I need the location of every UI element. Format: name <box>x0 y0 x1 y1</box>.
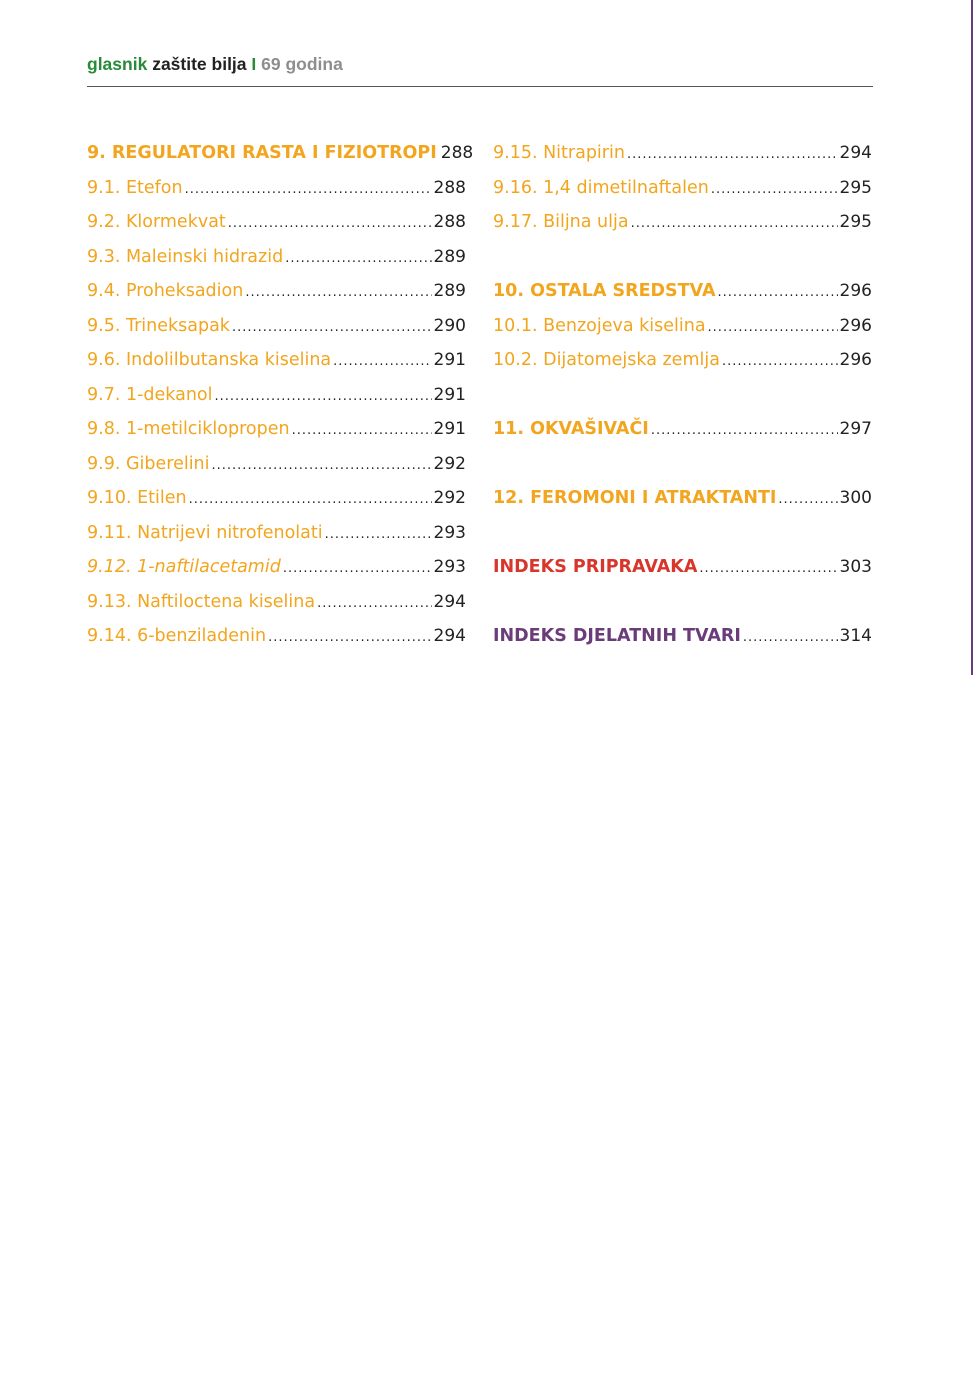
toc-entry[interactable] <box>493 173 872 208</box>
toc-entry[interactable] <box>87 483 466 518</box>
toc-spacer <box>493 380 872 415</box>
header-brand-glasnik: glasnik <box>87 54 148 74</box>
toc-entry-page: 288 <box>433 212 466 232</box>
toc-entry-label: 9.16. 1,4 dimetilnaftalen <box>493 177 709 198</box>
leader-dots <box>228 209 432 239</box>
toc-entry-label: 9.8. 1-metilciklopropen <box>87 419 290 439</box>
toc-entry-page: 314 <box>839 626 872 646</box>
toc-entry[interactable] <box>87 552 466 587</box>
toc-entry-label: 12. FEROMONI I ATRAKTANTI <box>493 488 777 508</box>
leader-dots <box>627 140 838 170</box>
toc-entry-label: 9.4. Proheksadion <box>87 281 244 301</box>
toc-entry-label: 9.2. Klormekvat <box>87 212 226 232</box>
toc-entry-label: 9.10. Etilen <box>87 488 187 508</box>
leader-dots <box>292 416 432 446</box>
page-edge-marker <box>971 0 973 675</box>
toc-entry-label: INDEKS PRIPRAVAKA <box>493 557 698 577</box>
toc-entry[interactable] <box>493 138 872 173</box>
leader-dots <box>215 382 432 412</box>
toc-entry[interactable] <box>493 311 872 346</box>
leader-dots <box>778 485 837 515</box>
toc-entry[interactable] <box>493 345 872 380</box>
toc-entry[interactable] <box>493 621 872 656</box>
toc-entry[interactable] <box>87 276 466 311</box>
toc-entry-page: 292 <box>433 453 466 474</box>
toc-entry-label: INDEKS DJELATNIH TVARI <box>493 626 741 646</box>
toc-entry-page: 291 <box>433 350 466 370</box>
toc-entry-label: 9.5. Trineksapak <box>87 315 230 336</box>
header-separator: I <box>251 54 257 74</box>
toc-entry[interactable] <box>87 173 466 208</box>
toc-entry[interactable] <box>87 587 466 622</box>
toc-entry-page: 293 <box>433 522 466 543</box>
toc-entry-page: 290 <box>433 315 466 336</box>
toc-entry-label: 9.11. Natrijevi nitrofenolati <box>87 522 323 543</box>
toc-spacer <box>493 242 872 277</box>
leader-dots <box>708 313 838 343</box>
toc-entry-label: 10. OSTALA SREDSTVA <box>493 281 716 301</box>
toc-entry[interactable] <box>87 380 466 415</box>
leader-dots <box>232 313 432 343</box>
leader-dots <box>333 347 431 377</box>
leader-dots <box>212 451 432 481</box>
toc-entry-label: 9.17. Biljna ulja <box>493 212 629 232</box>
leader-dots <box>245 278 431 308</box>
toc-entry-page: 296 <box>839 315 872 336</box>
toc-spacer <box>493 587 872 622</box>
toc-spacer <box>493 449 872 484</box>
toc-column-left <box>87 138 474 656</box>
toc-entry-page: 294 <box>433 626 466 646</box>
toc-column-right <box>493 138 872 656</box>
toc-entry-page: 293 <box>433 557 466 577</box>
toc-entry-label: 9.12. 1-naftilacetamid <box>87 557 281 577</box>
toc-entry[interactable] <box>493 276 872 311</box>
leader-dots <box>711 175 838 205</box>
toc-entry-page: 292 <box>433 488 466 508</box>
toc-entry[interactable] <box>87 345 466 380</box>
leader-dots <box>743 623 838 653</box>
toc-entry-page: 303 <box>839 557 872 577</box>
toc-entry[interactable] <box>87 414 466 449</box>
toc-entry-page: 295 <box>839 177 872 198</box>
toc-entry-page: 289 <box>433 246 466 267</box>
toc-entry[interactable] <box>493 552 872 587</box>
toc-entry-label: 9. REGULATORI RASTA I FIZIOTROPI <box>87 143 437 163</box>
leader-dots <box>699 554 837 584</box>
toc-entry-label: 9.13. Naftiloctena kiselina <box>87 591 316 612</box>
leader-dots <box>631 209 838 239</box>
toc-entry-page: 296 <box>839 350 872 370</box>
toc-entry[interactable] <box>493 414 872 449</box>
leader-dots <box>717 278 837 308</box>
toc-entry-page: 296 <box>839 281 872 301</box>
leader-dots <box>283 554 432 584</box>
toc-entry-label: 9.1. Etefon <box>87 177 183 198</box>
leader-dots <box>651 416 838 446</box>
toc-entry-page: 295 <box>839 212 872 232</box>
toc-entry[interactable] <box>87 449 466 484</box>
toc-entry-label: 9.14. 6-benziladenin <box>87 626 267 646</box>
leader-dots <box>185 175 432 205</box>
toc-entry[interactable] <box>87 518 466 553</box>
toc-entry[interactable] <box>87 242 466 277</box>
toc-entry-page: 288 <box>433 177 466 198</box>
toc-entry-page: 294 <box>433 591 466 612</box>
leader-dots <box>285 244 431 274</box>
toc-entry-label: 10.1. Benzojeva kiselina <box>493 315 706 336</box>
toc-entry-label: 9.7. 1-dekanol <box>87 384 213 405</box>
leader-dots <box>722 347 838 377</box>
toc-entry-page: 289 <box>433 281 466 301</box>
toc-entry[interactable] <box>493 483 872 518</box>
header-years: 69 godina <box>261 54 343 74</box>
leader-dots <box>317 589 431 619</box>
toc-entry[interactable] <box>87 621 466 656</box>
leader-dots <box>325 520 432 550</box>
running-header <box>87 52 873 76</box>
toc-entry-label: 9.15. Nitrapirin <box>493 143 625 163</box>
leader-dots <box>268 623 431 653</box>
toc-entry-page: 288 <box>440 143 474 163</box>
toc-entry-page: 291 <box>433 384 466 405</box>
toc-entry-page: 297 <box>839 419 872 439</box>
toc-entry-label: 9.9. Giberelini <box>87 453 210 474</box>
toc-entry[interactable] <box>87 311 466 346</box>
leader-dots <box>189 485 432 515</box>
toc-entry-page: 294 <box>839 143 872 163</box>
toc-entry[interactable] <box>87 207 466 242</box>
header-brand-title: zaštite bilja <box>152 54 247 74</box>
toc-entry-label: 9.6. Indolilbutanska kiselina <box>87 350 332 370</box>
toc-entry-label: 9.3. Maleinski hidrazid <box>87 246 284 267</box>
toc-entry-label: 10.2. Dijatomejska zemlja <box>493 350 720 370</box>
toc-entry-label: 11. OKVAŠIVAČI <box>493 419 649 439</box>
toc-entry-page: 291 <box>433 419 466 439</box>
toc-entry-page: 300 <box>839 488 872 508</box>
toc-entry[interactable] <box>87 138 474 173</box>
toc-entry[interactable] <box>493 207 872 242</box>
toc-spacer <box>493 518 872 553</box>
header-divider <box>87 86 873 87</box>
